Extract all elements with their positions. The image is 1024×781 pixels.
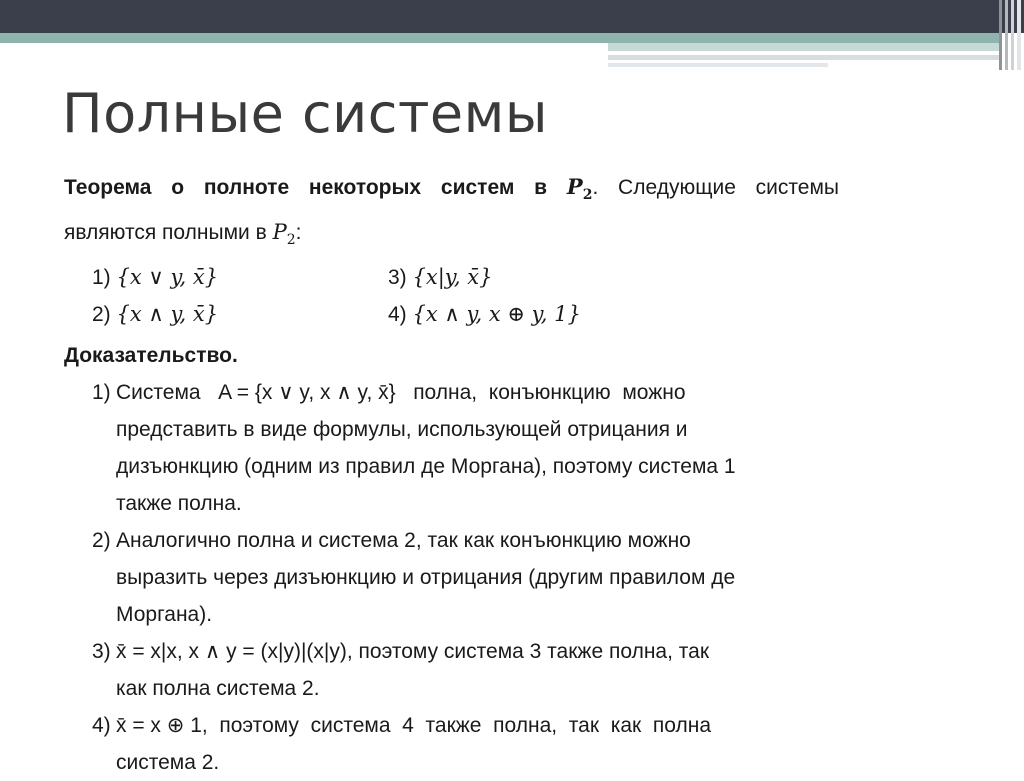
header-vertical-line [1017,0,1021,70]
list-item: 3) {x|y, x̄} [388,265,493,289]
header-vertical-line [1005,0,1008,70]
proof-item: 4) x̄ = x ⊕ 1, поэтому система 4 также полна, так как полна система 2. [92,714,712,774]
systems-list [92,259,839,333]
list-item: 1) {x ∨ y, x̄} [92,265,219,289]
header-bar-grey-short [608,63,828,67]
list-item: 2) {x ∧ y, x̄} [92,302,219,326]
header-bar-dark [0,0,1024,33]
theorem-text: . Следующие системы [592,176,839,199]
header-bar-grey [608,55,1000,60]
header-bar-teal-light [608,43,1000,51]
list-item: 4) {x ∧ y, x ⊕ y, 1} [388,302,581,326]
proof-item: 2) Аналогично полна и система 2, так как конъюнкцию можно выразить через дизъюнкцию и отрицания (другим правилом де Моргана). [92,529,736,626]
header-vertical-line [999,0,1002,70]
theorem-line-2: являются полными в $P_2$: [64,220,302,248]
proof-item: 1) Система A = {x ∨ y, x ∧ y, x̄} полна, конъюнкцию можно представить в виде формулы, использующей отрицания и дизъюнкцию (одним из правил де Моргана), поэтому система 1 также полна. [92,381,736,515]
theorem-symbol: $P_2$ [566,174,593,203]
header-vertical-line [1011,0,1014,70]
proof-heading: Доказательство. [64,344,238,367]
theorem-heading: Теорема о полноте некоторых систем в [64,176,548,199]
proof-item: 3) x̄ = x|x, x ∧ y = (x|y)|(x|y), поэтому система 3 также полна, так как полна система 2. [92,640,710,700]
header-bar-teal [0,33,1000,43]
theorem-line-1 [64,168,839,214]
slide-content [64,168,839,781]
slide-title: Полные системы [62,82,549,145]
